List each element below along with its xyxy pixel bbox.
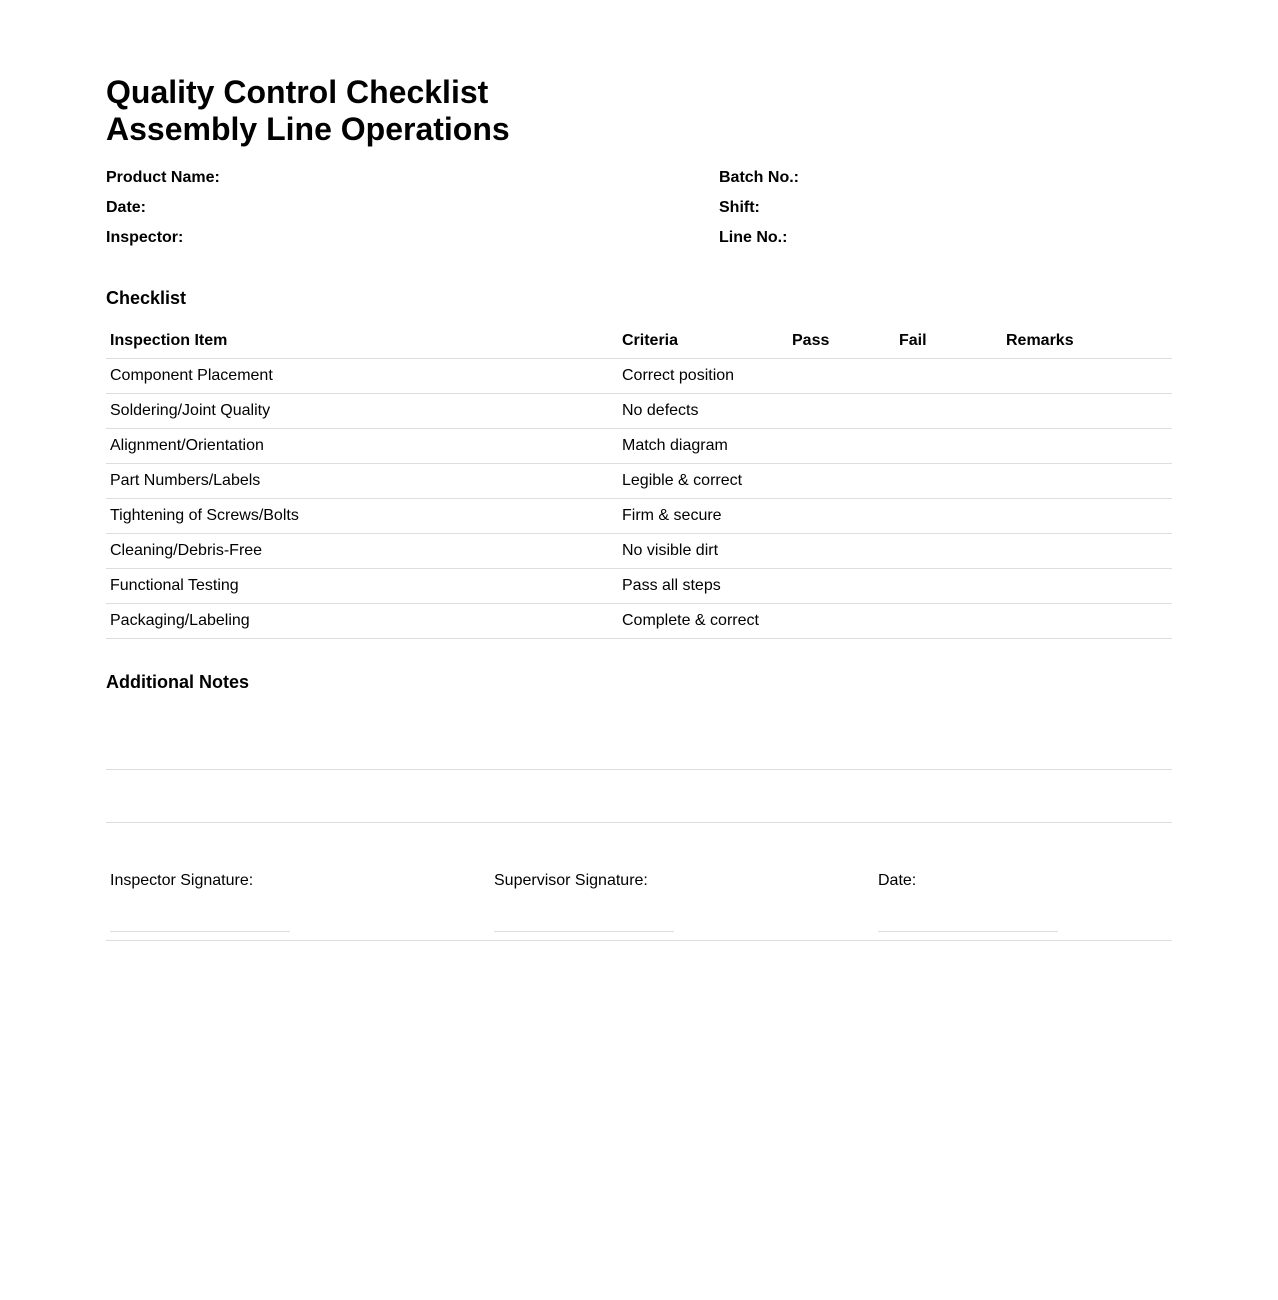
notes-line-2[interactable] <box>106 822 1172 823</box>
pass-cell[interactable] <box>788 359 895 394</box>
inspector-signature-label: Inspector Signature: <box>110 872 254 889</box>
table-row <box>106 569 1172 604</box>
criteria-cell: No defects <box>618 394 788 429</box>
criteria-cell: Complete & correct <box>618 604 788 639</box>
remarks-cell[interactable] <box>1002 464 1172 499</box>
item-cell: Tightening of Screws/Bolts <box>106 499 618 534</box>
item-cell: Cleaning/Debris-Free <box>106 534 618 569</box>
column-header-criteria: Criteria <box>618 324 788 359</box>
remarks-cell[interactable] <box>1002 534 1172 569</box>
notes-line-1[interactable] <box>106 769 1172 770</box>
page-title <box>106 74 510 148</box>
pass-cell[interactable] <box>788 499 895 534</box>
table-row <box>106 359 1172 394</box>
criteria-cell: Pass all steps <box>618 569 788 604</box>
column-header-pass: Pass <box>788 324 895 359</box>
pass-cell[interactable] <box>788 394 895 429</box>
checklist-heading: Checklist <box>106 288 187 308</box>
signature-date-line[interactable] <box>878 931 1058 932</box>
line-no-label: Line No.: <box>719 229 788 246</box>
remarks-cell[interactable] <box>1002 569 1172 604</box>
product-name-label: Product Name: <box>106 169 220 186</box>
signature-section-divider <box>106 940 1172 941</box>
criteria-cell: Firm & secure <box>618 499 788 534</box>
remarks-cell[interactable] <box>1002 359 1172 394</box>
column-header-fail: Fail <box>895 324 1002 359</box>
table-row <box>106 499 1172 534</box>
fail-cell[interactable] <box>895 499 1002 534</box>
column-header-remarks: Remarks <box>1002 324 1172 359</box>
table-row <box>106 534 1172 569</box>
criteria-cell: Correct position <box>618 359 788 394</box>
inspector-label: Inspector: <box>106 229 184 246</box>
table-row <box>106 464 1172 499</box>
pass-cell[interactable] <box>788 534 895 569</box>
item-cell: Soldering/Joint Quality <box>106 394 618 429</box>
additional-notes-heading: Additional Notes <box>106 672 249 692</box>
signature-date-label: Date: <box>878 872 917 889</box>
checklist-table <box>106 324 1172 639</box>
criteria-cell: Legible & correct <box>618 464 788 499</box>
item-cell: Part Numbers/Labels <box>106 464 618 499</box>
fail-cell[interactable] <box>895 359 1002 394</box>
fail-cell[interactable] <box>895 534 1002 569</box>
shift-label: Shift: <box>719 199 760 216</box>
fail-cell[interactable] <box>895 464 1002 499</box>
item-cell: Functional Testing <box>106 569 618 604</box>
batch-no-label: Batch No.: <box>719 169 799 186</box>
fail-cell[interactable] <box>895 429 1002 464</box>
criteria-cell: Match diagram <box>618 429 788 464</box>
supervisor-signature-label: Supervisor Signature: <box>494 872 648 889</box>
title-line-1: Quality Control Checklist <box>106 74 489 110</box>
pass-cell[interactable] <box>788 569 895 604</box>
fail-cell[interactable] <box>895 604 1002 639</box>
pass-cell[interactable] <box>788 464 895 499</box>
inspector-signature-line[interactable] <box>110 931 290 932</box>
title-line-2: Assembly Line Operations <box>106 111 510 147</box>
remarks-cell[interactable] <box>1002 394 1172 429</box>
pass-cell[interactable] <box>788 604 895 639</box>
criteria-cell: No visible dirt <box>618 534 788 569</box>
remarks-cell[interactable] <box>1002 429 1172 464</box>
item-cell: Alignment/Orientation <box>106 429 618 464</box>
table-row <box>106 604 1172 639</box>
table-header-row <box>106 324 1172 359</box>
remarks-cell[interactable] <box>1002 499 1172 534</box>
item-cell: Component Placement <box>106 359 618 394</box>
supervisor-signature-line[interactable] <box>494 931 674 932</box>
date-label: Date: <box>106 199 147 216</box>
column-header-inspection-item: Inspection Item <box>106 324 618 359</box>
remarks-cell[interactable] <box>1002 604 1172 639</box>
pass-cell[interactable] <box>788 429 895 464</box>
table-row <box>106 429 1172 464</box>
item-cell: Packaging/Labeling <box>106 604 618 639</box>
fail-cell[interactable] <box>895 394 1002 429</box>
table-row <box>106 394 1172 429</box>
fail-cell[interactable] <box>895 569 1002 604</box>
